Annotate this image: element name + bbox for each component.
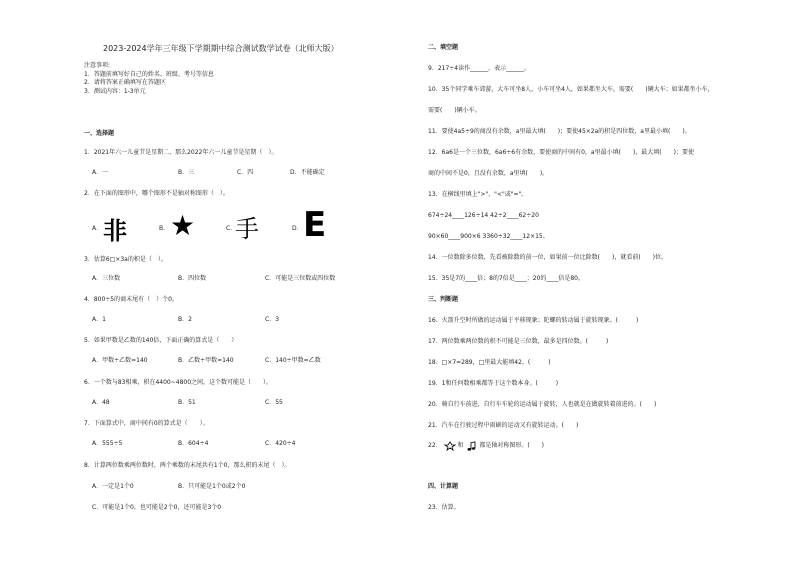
question-12-cont: 商的中间不是0，且没有余数，a里填( )。 bbox=[428, 170, 549, 177]
option: C．可能是三位数或四位数 bbox=[265, 275, 336, 282]
option-label: B． bbox=[159, 225, 170, 232]
q2-figures bbox=[84, 205, 344, 245]
music-note-icon bbox=[465, 441, 477, 451]
question-4: 4．800÷5的商末尾有（ ）个0。 bbox=[84, 296, 178, 303]
option: A．555÷5 bbox=[92, 440, 123, 447]
question-14: 14．一位数除多位数，先看被除数的前一位，如果前一位比除数( )，就看前( )位。 bbox=[428, 254, 667, 261]
letter-e-figure: E bbox=[303, 205, 327, 245]
question-13-row1: 674÷24____126÷14 42÷2____62÷20 bbox=[428, 212, 539, 219]
question-10-cont: 需要( )辆小车。 bbox=[428, 107, 481, 114]
option: B．乙数÷甲数=140 bbox=[178, 357, 234, 364]
question-20: 20．骑自行车前进，自行车车轮的运动属于旋转，人也就是在做旋转着前进的。( ) bbox=[428, 401, 657, 408]
option-label: C． bbox=[226, 225, 237, 232]
notice-item: 1．答题前填写好自己的姓名、班级、考号等信息 bbox=[84, 71, 214, 78]
question-17: 17．两位数乘两位数的积不可能是三位数，最多是四位数。( ) bbox=[428, 338, 609, 345]
question-15: 15．35是7的____倍；8的7倍是____；20的____倍是80。 bbox=[428, 275, 584, 282]
notice-item: 3．测试内容：1-3单元 bbox=[84, 88, 146, 95]
option: C．140÷甲数=乙数 bbox=[265, 357, 321, 364]
option-label: D． bbox=[292, 225, 303, 232]
option: C．3 bbox=[265, 316, 280, 323]
question-22-and: 和 bbox=[457, 442, 464, 449]
question-12: 12．6a6是一个三位数，6a6÷6有余数，要使商的中间有0，a里最小填( )，最大填( )；要使 bbox=[428, 149, 694, 156]
fei-char-figure: 非 bbox=[103, 217, 127, 245]
notice-heading: 注意事项: bbox=[84, 62, 111, 69]
section-heading-calc: 四、计算题 bbox=[428, 483, 459, 490]
question-1: 1．2021年六一儿童节是星期二，那么2022年六一儿童节是星期（ ）。 bbox=[84, 149, 278, 156]
question-23: 23．估算。 bbox=[428, 504, 460, 511]
star-figure: ★ bbox=[170, 209, 196, 242]
option: A．一 bbox=[92, 169, 109, 176]
option: B．51 bbox=[178, 399, 196, 406]
option: C．可能是1个0，也可能是2个0，还可能是3个0 bbox=[92, 504, 222, 511]
option: C．55 bbox=[265, 399, 283, 406]
section-heading-judge: 三、判断题 bbox=[428, 296, 459, 303]
option: B．604÷4 bbox=[178, 440, 209, 447]
option: A．三位数 bbox=[92, 275, 121, 282]
question-21: 21．汽车在行驶过程中雨刷的运动又有旋转运动。( ) bbox=[428, 422, 579, 429]
question-11: 11．要使4a5÷9的商没有余数，a里最大填( )；要使45×2a的积是四位数，a里最小填( )。 bbox=[428, 128, 691, 135]
option: B．三 bbox=[178, 169, 195, 176]
question-5: 5．如果甲数是乙数的140倍，下面正确的算式是（ ） bbox=[84, 337, 238, 344]
option-label: A． bbox=[92, 225, 103, 232]
option: D．不能确定 bbox=[290, 169, 325, 176]
question-3: 3．估算6□×3a的积是（ ）。 bbox=[84, 256, 167, 263]
question-7: 7．下面算式中，商中间有0的算式是（ ）。 bbox=[84, 420, 209, 427]
option: B．2 bbox=[178, 316, 192, 323]
option: B．只可能是1个0或2个0 bbox=[178, 483, 246, 490]
option: C．420÷4 bbox=[265, 440, 296, 447]
question-2: 2．在下面的图形中，哪个图形不是轴对称图形（ ）。 bbox=[84, 190, 229, 197]
question-8: 8．计算两位数乘两位数时，两个乘数的末尾共有1个0，那么积的末尾（ ）。 bbox=[84, 462, 291, 469]
question-6: 6．一个数与83相乘，积在4400~4800之间，这个数可能是（ ）。 bbox=[84, 379, 273, 386]
question-22-suffix: 都是轴对称图形。( ) bbox=[479, 442, 545, 449]
question-22-prefix: 22． bbox=[428, 442, 442, 449]
section-heading-choice: 一、选择题 bbox=[84, 130, 115, 137]
shou-char-figure: 手 bbox=[235, 215, 259, 243]
option: A．1 bbox=[92, 316, 106, 323]
option: A．甲数÷乙数=140 bbox=[92, 357, 148, 364]
option: A．一定是1个0 bbox=[92, 483, 134, 490]
question-19: 19．1和任何数相乘都等于这个数本身。( ) bbox=[428, 380, 559, 387]
question-9: 9．217÷4读作______，表示______。 bbox=[428, 65, 531, 72]
question-13: 13．在横线里填上">"、"<"或"="。 bbox=[428, 191, 528, 198]
question-22 bbox=[428, 440, 544, 452]
question-18: 18．□×7=289，□里最大能填42。( ) bbox=[428, 359, 551, 366]
question-10: 10．35个同学乘车郊游，大车可坐8人，小车可坐4人，如果都坐大车，需要( )辆大车；如果都坐小车， bbox=[428, 86, 714, 93]
paper-title: 2023-2024学年三年级下学期期中综合测试数学试卷（北师大版） bbox=[103, 44, 339, 53]
option: B．四位数 bbox=[178, 275, 207, 282]
question-13-row2: 90×60____900×6 3360÷32____12×15。 bbox=[428, 233, 549, 240]
section-heading-fill: 二、填空题 bbox=[428, 44, 459, 51]
question-16: 16．火箭升空时所做的运动属于平移现象；陀螺的转动属于旋转现象。( ) bbox=[428, 317, 639, 324]
windmill-icon bbox=[444, 441, 456, 451]
option: A．48 bbox=[92, 399, 110, 406]
notice-item: 2．请将答案正确填写在答题区 bbox=[84, 79, 166, 86]
option: C．四 bbox=[237, 169, 254, 176]
